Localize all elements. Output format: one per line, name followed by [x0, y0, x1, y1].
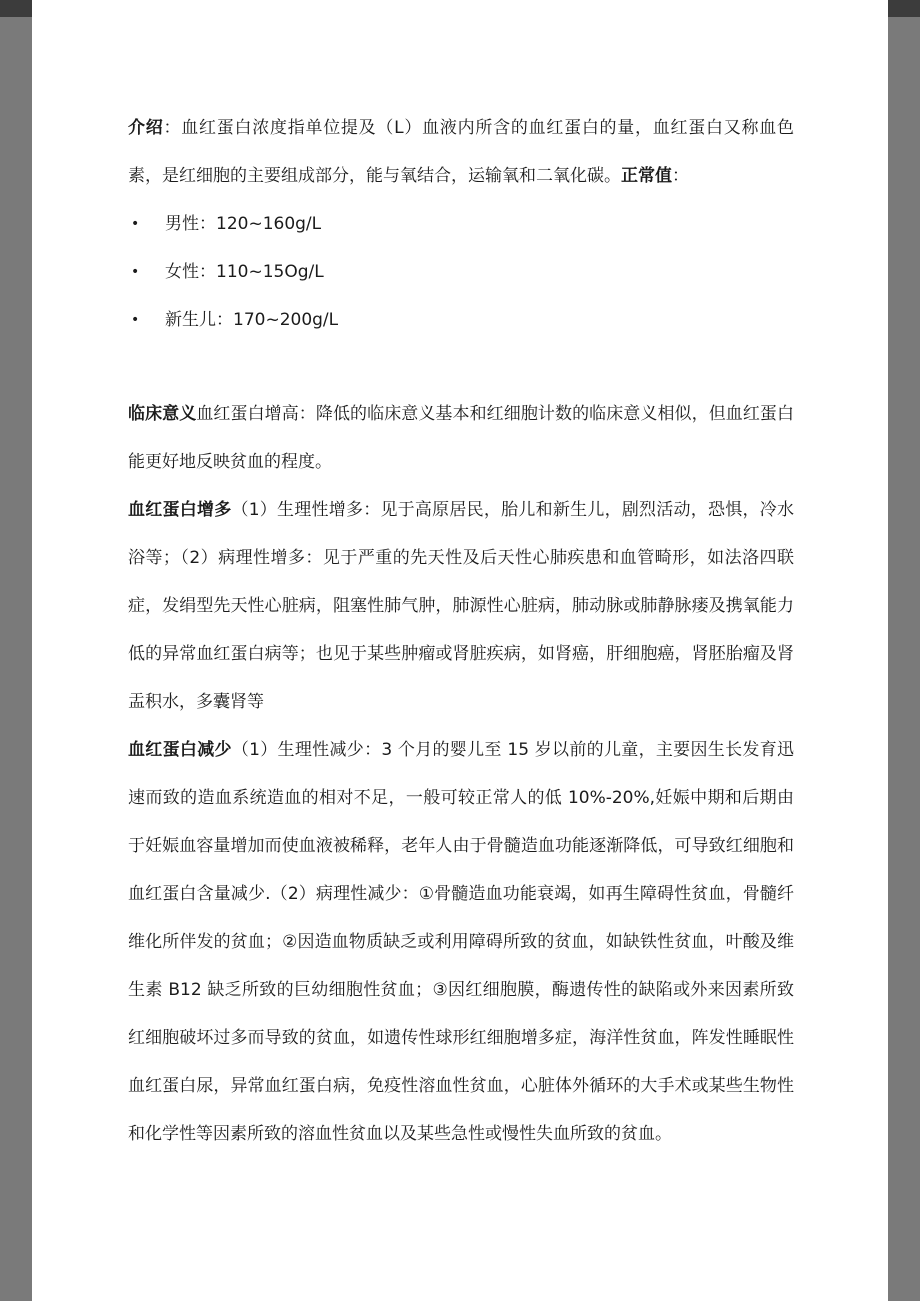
- document-body: [128, 104, 794, 1158]
- paragraph-spacer: [128, 344, 794, 390]
- paragraph: [128, 104, 794, 200]
- text-run: 血红蛋白增高：降低的临床意义基本和红细胞计数的临床意义相似，但血红蛋白能更好地反映贫血的程度。: [128, 404, 795, 472]
- bold-text-run: 血红蛋白减少: [128, 740, 232, 760]
- bold-text-run: 正常值: [621, 166, 672, 186]
- page-corner-top-right: [888, 0, 920, 17]
- bold-text-run: 血红蛋白增多: [128, 500, 232, 520]
- list-item: [128, 200, 794, 248]
- text-run: ：血红蛋白浓度指单位提及（L）血液内所含的血红蛋白的量，血红蛋白又称血色素，是红细胞的主要组成部分，能与氧结合，运输氧和二氧化碳。: [128, 118, 794, 186]
- text-run: 新生儿：170~200g/L: [165, 310, 339, 330]
- text-run: （1）生理性增多：见于高原居民，胎儿和新生儿，剧烈活动，恐惧，冷水浴等；（2）病理性增多：见于严重的先天性及后天性心肺疾患和血管畸形，如法洛四联症，发绢型先天性心脏病，阻塞性肺气肿，肺源性心脏病，肺动脉或肺静脉瘘及携氧能力低的异常血红蛋白病等；也见于某些肿瘤或肾脏疾病，如肾癌，肝细胞癌，肾胚胎瘤及肾盂积水，多囊肾等: [128, 500, 794, 712]
- paragraph: [128, 390, 794, 486]
- list-item: [128, 248, 794, 296]
- paragraph: [128, 486, 794, 726]
- text-run: 男性：120~160g/L: [165, 214, 322, 234]
- text-run: 女性：110~15Og/L: [165, 262, 324, 282]
- bold-text-run: 介绍: [128, 118, 164, 138]
- page-left-edge: [0, 0, 32, 1301]
- bullet-icon: •: [131, 312, 140, 328]
- bullet-icon: •: [131, 264, 140, 280]
- text-run: （1）生理性减少：3 个月的婴儿至 15 岁以前的儿童，主要因生长发育迅速而致的造血系统造血的相对不足，一般可较正常人的低 10%-20%,妊娠中期和后期由于妊娠血容量增加而使血液被稀释，老年人由于骨髓造血功能逐渐降低，可导致红细胞和血红蛋白含量减少.（2）病理性减少：①骨髓造血功能衰竭，如再生障碍性贫血，骨髓纤维化所伴发的贫血；②因造血物质缺乏或利用障碍所致的贫血，如缺铁性贫血，叶酸及维生素 B12 缺乏所致的巨幼细胞性贫血；③因红细胞膜，酶遗传性的缺陷或外来因素所致红细胞破坏过多而导致的贫血，如遗传性球形红细胞增多症，海洋性贫血，阵发性睡眠性血红蛋白尿，异常血红蛋白病，免疫性溶血性贫血，心脏体外循环的大手术或某些生物性和化学性等因素所致的溶血性贫血以及某些急性或慢性失血所致的贫血。: [128, 740, 794, 1144]
- bold-text-run: 临床意义: [128, 404, 197, 424]
- bullet-icon: •: [131, 216, 140, 232]
- text-run: ：: [672, 166, 689, 186]
- page-corner-top-left: [0, 0, 32, 17]
- page-right-edge: [888, 0, 920, 1301]
- paragraph: [128, 726, 794, 1158]
- list-item: [128, 296, 794, 344]
